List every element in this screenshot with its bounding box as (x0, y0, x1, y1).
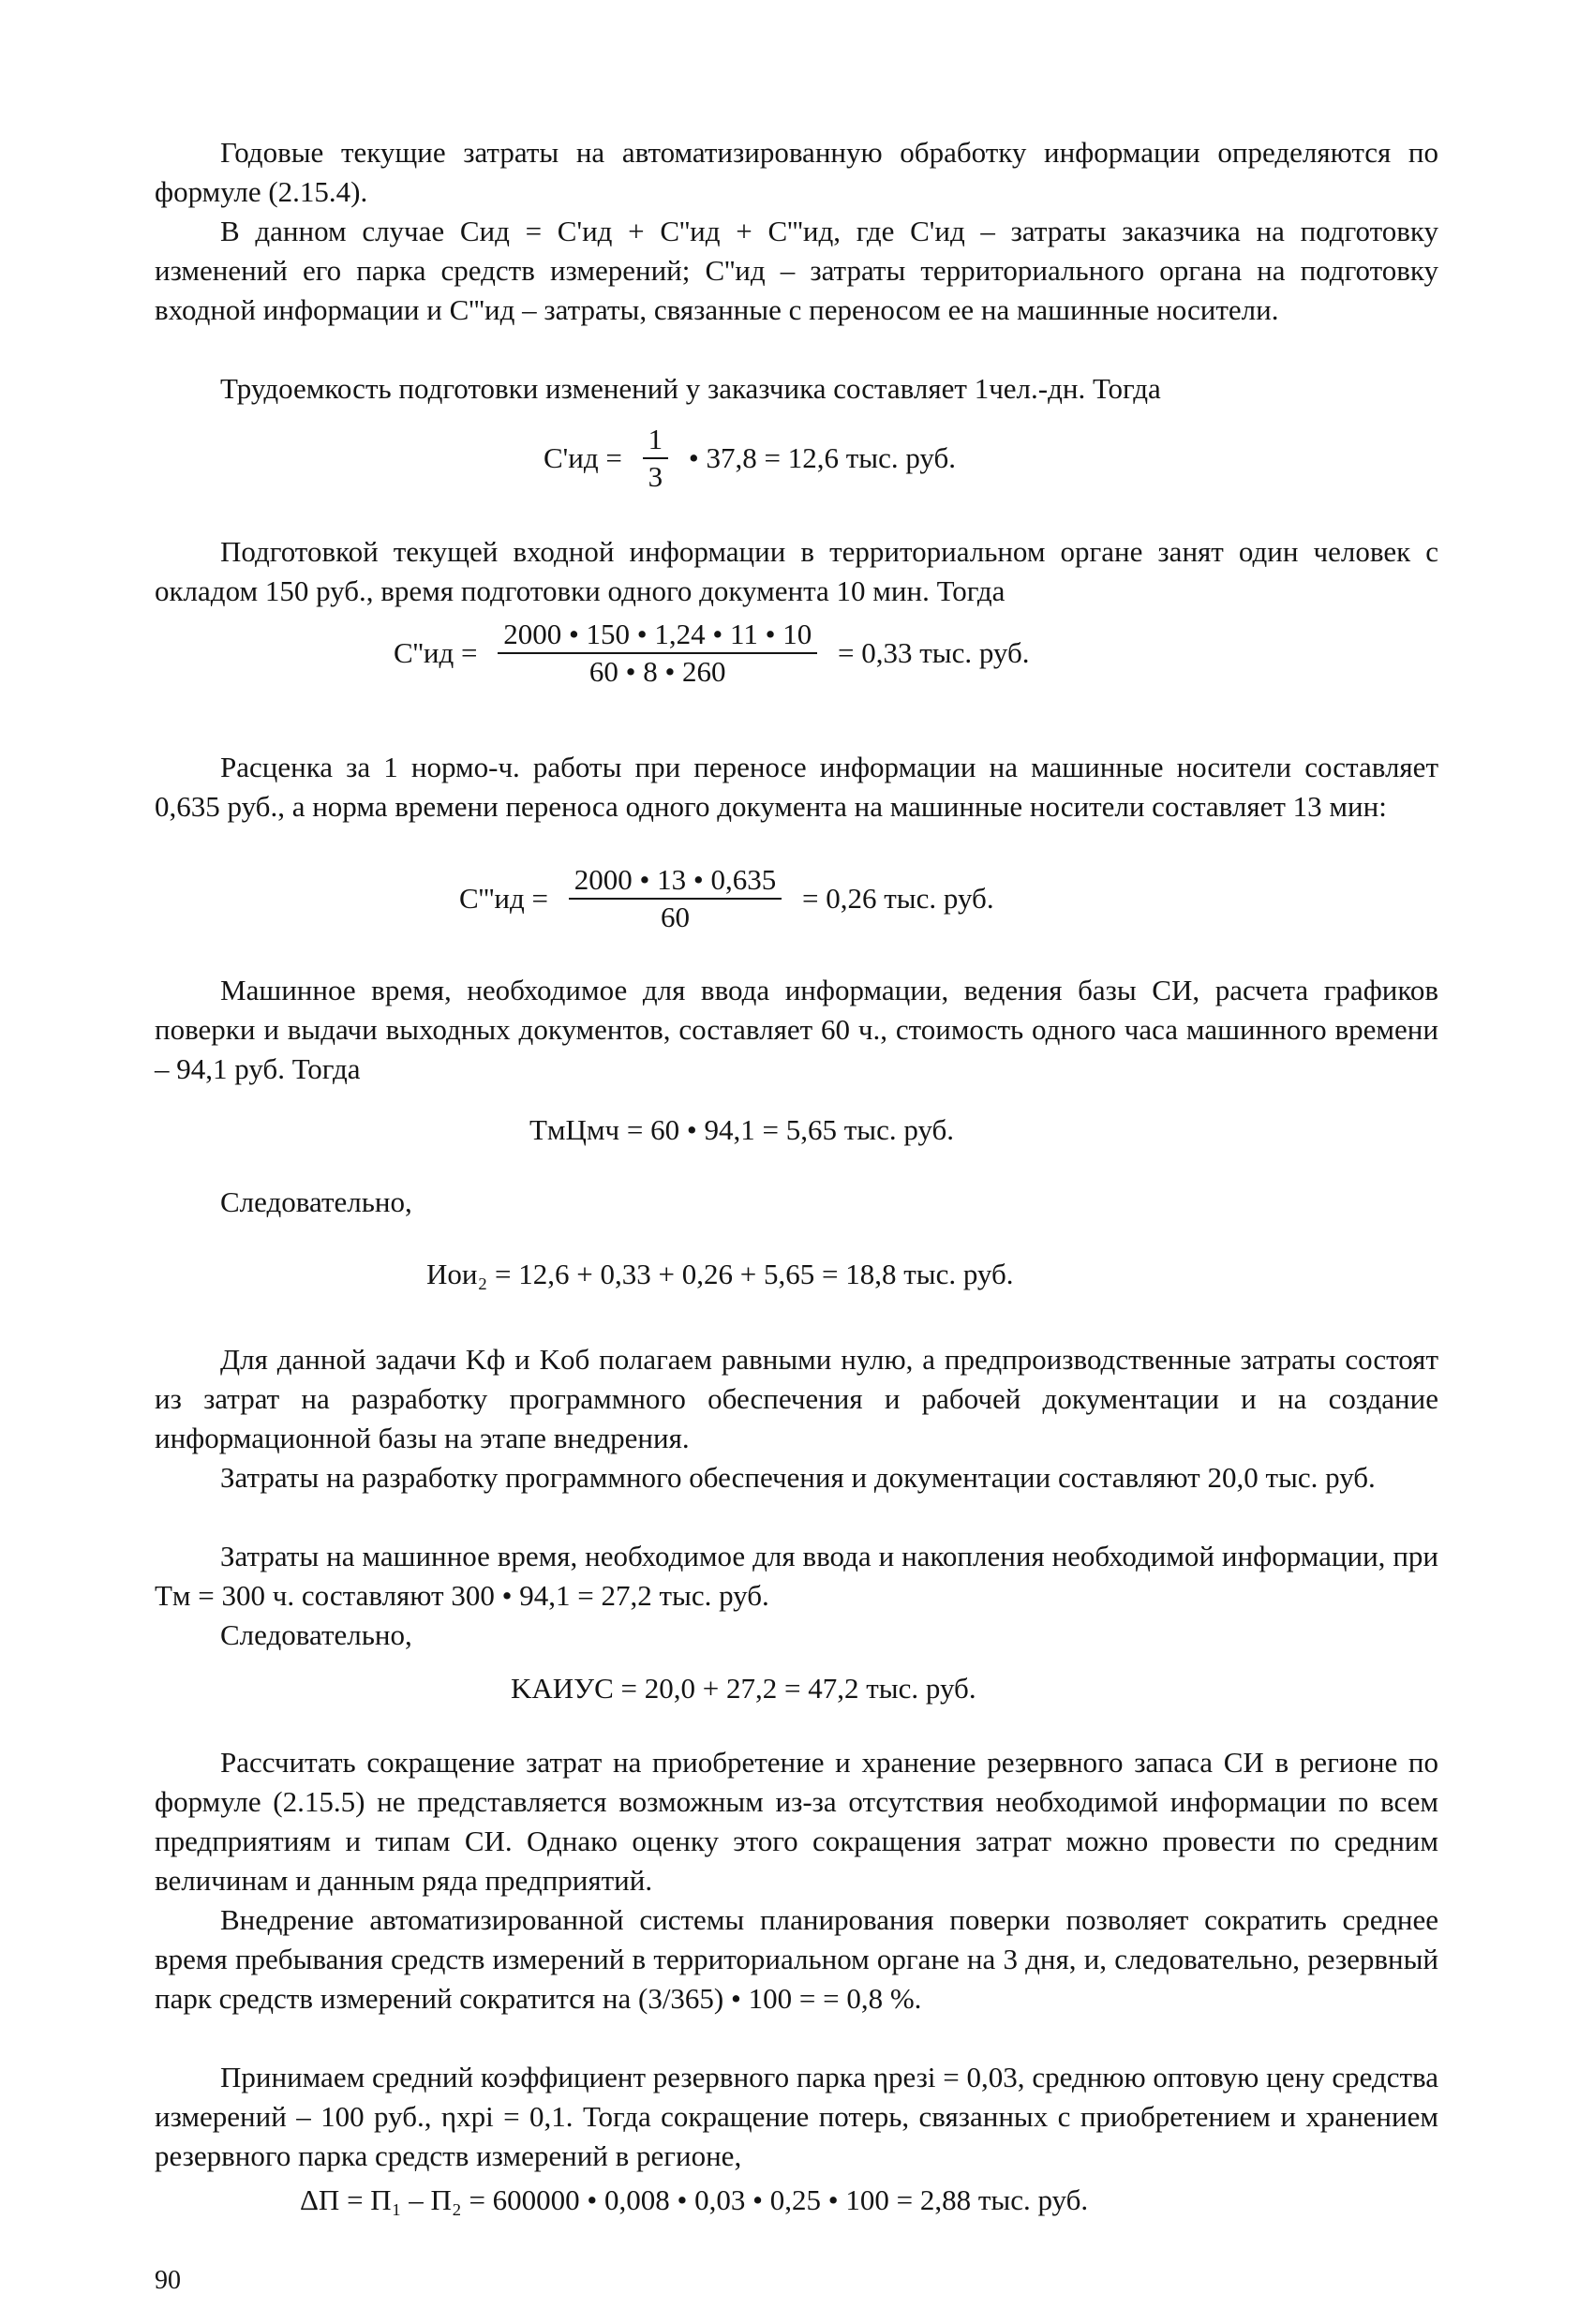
formula-loss-reduction: ΔП = П₁ – П₂ = 600000 • 0,008 • 0,03 • 0,25 • 100 = 2,88 тыс. руб. (300, 2183, 1089, 2216)
formula-customer-cost (544, 422, 956, 495)
fraction-denominator: 3 (648, 460, 663, 493)
formula-lhs: C'ид = (544, 441, 622, 474)
paragraph-annual-costs: Годовые текущие затраты на автоматизированную обработку информации определяются по формуле (2.15.4). (155, 136, 1438, 208)
paragraph-machine-time-costs: Затраты на машинное время, необходимое для ввода и накопления необходимой информации, при Tм = 300 ч. составляют 300 • 94,1 = 27,2 тыс. руб. (155, 1540, 1438, 1612)
fraction-numerator: 1 (643, 422, 669, 459)
formula-capital-cost: KАИУС = 20,0 + 27,2 = 47,2 тыс. руб. (511, 1672, 976, 1705)
paragraph-labor: Трудоемкость подготовки изменений у заказчика составляет 1чел.-дн. Тогда (220, 372, 1161, 405)
paragraph-software-costs: Затраты на разработку программного обеспечения и документации составляют 20,0 тыс. руб. (220, 1461, 1376, 1494)
page-number: 90 (155, 2266, 181, 2295)
paragraph-transfer-rate: Расценка за 1 нормо-ч. работы при переносе информации на машинные носители составляет 0,635 руб., а норма времени переноса одного документа на машинные носители составляет 13 мин: (155, 751, 1438, 823)
formula-transfer-cost (459, 862, 994, 935)
formula-machine-cost: TмЦмч = 60 • 94,1 = 5,65 тыс. руб. (529, 1113, 955, 1146)
paragraph-therefore-1: Следовательно, (220, 1185, 412, 1218)
formula-lhs: C''ид = (394, 636, 478, 669)
paragraph-machine-time: Машинное время, необходимое для ввода информации, ведения базы СИ, расчета графиков поверки и выдачи выходных документов, составляет 60 ч., стоимость одного часа машинного времени – 94,1 руб. Тогда (155, 974, 1438, 1085)
formula-lhs: C'''ид = (459, 882, 549, 915)
formula-rhs: = 0,33 тыс. руб. (837, 636, 1030, 669)
fraction-denominator: 60 • 8 • 260 (588, 655, 726, 688)
fraction (569, 862, 782, 935)
formula-territorial-cost (394, 617, 1030, 690)
paragraph-preproduction: Для данной задачи Kф и Kоб полагаем равными нулю, а предпроизводственные затраты состоят из затрат на разработку программного обеспечения и рабочей документации и на создание информационной базы на этапе внедрения. (155, 1343, 1438, 1454)
paragraph-implementation: Внедрение автоматизированной системы планирования поверки позволяет сократить среднее время пребывания средств измерений в территориальном органе на 3 дня, и, следовательно, резервный парк средств измерений сократится на (3/365) • 100 = = 0,8 %. (155, 1903, 1438, 2015)
fraction-denominator: 60 (661, 901, 691, 933)
fraction (498, 617, 817, 690)
formula-rhs: • 37,8 = 12,6 тыс. руб. (688, 441, 957, 474)
paragraph-therefore-2: Следовательно, (220, 1618, 412, 1651)
paragraph-reserve-coefficient: Принимаем средний коэффициент резервного парка ηрезi = 0,03, среднюю оптовую цену средства измерений – 100 руб., ηxpi = 0,1. Тогда сокращение потерь, связанных с приобретением и хранением резервного парка средств измерений в регионе, (155, 2061, 1438, 2172)
formula-rhs: = 0,26 тыс. руб. (802, 882, 994, 915)
fraction (643, 422, 669, 495)
fraction-numerator: 2000 • 13 • 0,635 (569, 862, 782, 900)
paragraph-cost-components: В данном случае Cид = C'ид + C''ид + C'''ид, где C'ид – затраты заказчика на подготовку изменений его парка средств измерений; C''ид – затраты территориального органа на подготовку входной информации и C'''ид – затраты, связанные с переносом ее на машинные носители. (155, 215, 1438, 326)
paragraph-input-preparation: Подготовкой текущей входной информации в территориальном органе занят один человек с окладом 150 руб., время подготовки одного документа 10 мин. Тогда (155, 535, 1438, 607)
formula-total-operating: Иои₂ = 12,6 + 0,33 + 0,26 + 5,65 = 18,8 тыс. руб. (426, 1258, 1014, 1290)
fraction-numerator: 2000 • 150 • 1,24 • 11 • 10 (498, 617, 817, 654)
paragraph-reserve-stock: Рассчитать сокращение затрат на приобретение и хранение резервного запаса СИ в регионе по формуле (2.15.5) не представляется возможным из-за отсутствия необходимой информации по всем предприятиям и типам СИ. Однако оценку этого сокращения затрат можно провести по средним величинам и данным ряда предприятий. (155, 1746, 1438, 1897)
